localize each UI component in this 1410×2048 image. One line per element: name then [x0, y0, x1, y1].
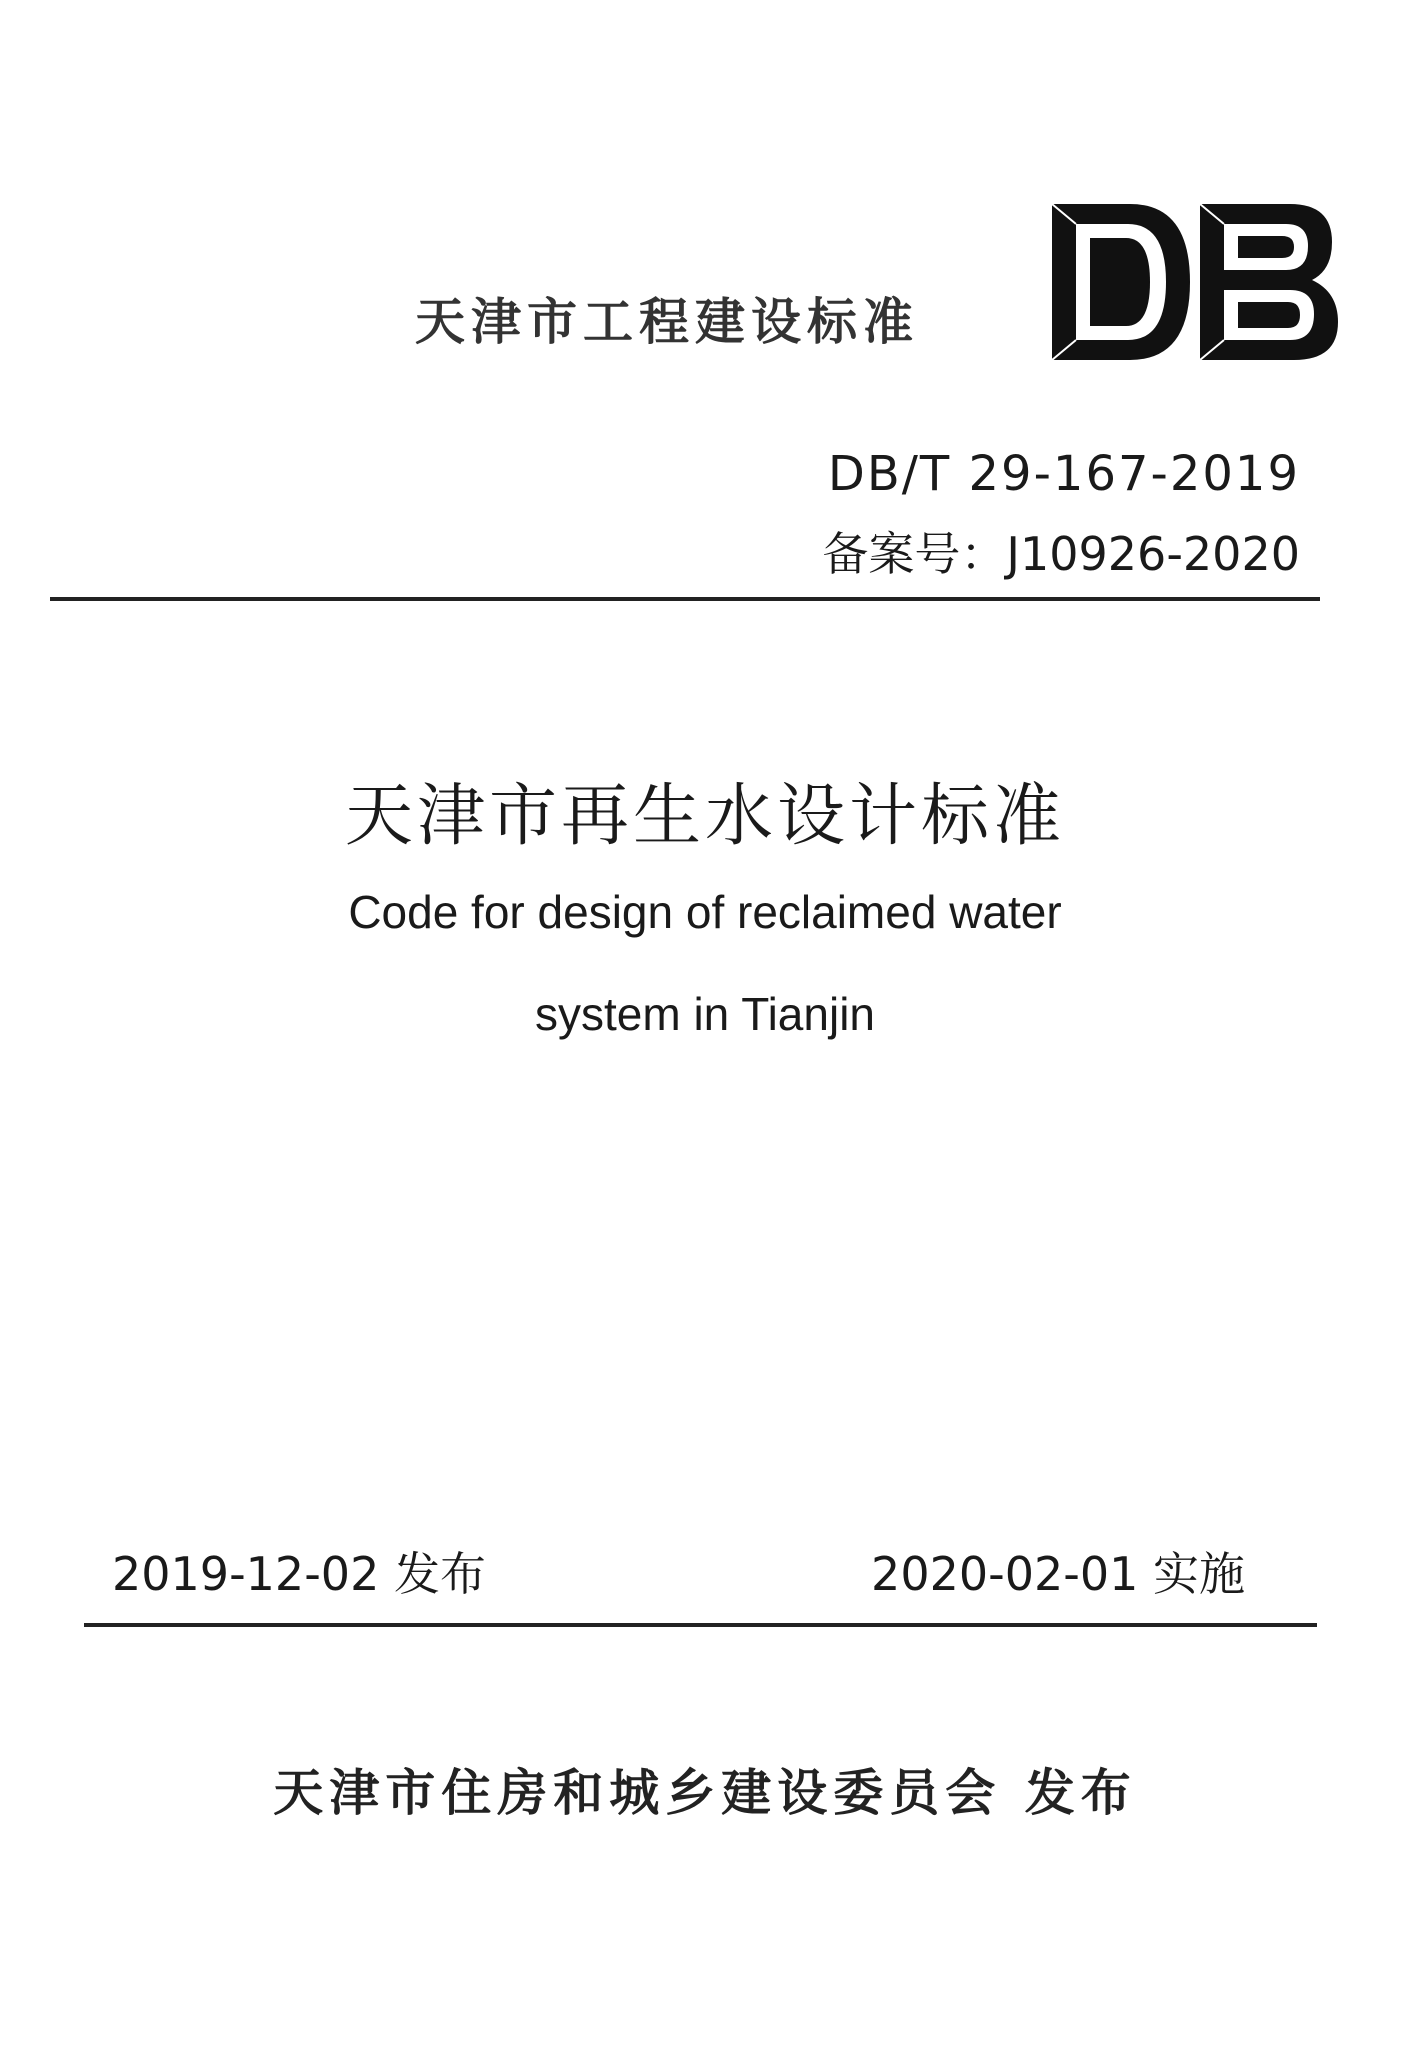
title-chinese: 天津市再生水设计标准	[344, 777, 1065, 856]
logo-letter-b	[1200, 204, 1338, 360]
bottom-divider	[84, 1623, 1317, 1627]
filing-number: 备案号：J10926-2020	[822, 527, 1300, 581]
publish-date: 2019-12-02 发布	[112, 1547, 486, 1601]
effective-date: 2020-02-01 实施	[871, 1547, 1245, 1601]
standard-number: DB/T 29-167-2019	[827, 446, 1300, 502]
top-divider	[50, 597, 1320, 601]
logo-letter-d	[1052, 204, 1190, 360]
title-english-line2: system in Tianjin	[534, 988, 875, 1040]
db-logo-icon	[1050, 200, 1340, 365]
title-english-line1: Code for design of reclaimed water	[348, 886, 1062, 938]
series-title: 天津市工程建设标准	[415, 293, 919, 351]
issuer: 天津市住房和城乡建设委员会 发布	[273, 1764, 1137, 1822]
